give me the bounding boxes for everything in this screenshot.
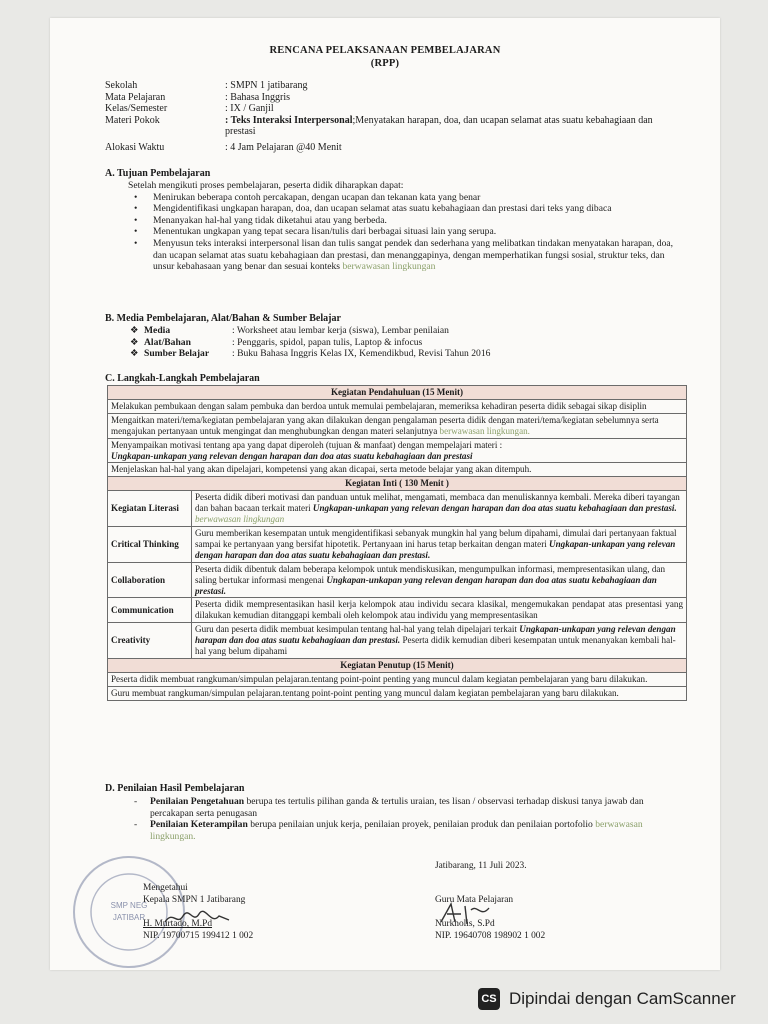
list-item: - Penilaian Pengetahuan berupa tes tertulis pilihan ganda & tertulis uraian, tes lisan / observasi terhadap diskusi tanya jawab dan percakapan serta penugasan bbox=[134, 796, 644, 819]
list-item: • Menyusun teks interaksi interpersonal lisan dan tulis sangat pendek dan sederhana yang melibatkan tindakan menyatakan harapan, doa, dan ucapan selamat atas suatu kebahagiaan dan prestasi, dan menanggapinya, dengan memperhatikan fungsi sosial, struktur teks, dan unsur kebahasaan yang benar dan sesuai konteks berwawasan lingkungan bbox=[128, 238, 688, 273]
list-item: • Mengidentifikasi ungkapan harapan, doa, dan ucapan selamat atas suatu kebahagiaan dan prestasi dari teks yang dibaca bbox=[128, 203, 688, 215]
doc-title: RENCANA PELAKSANAAN PEMBELAJARAN bbox=[269, 45, 501, 56]
section-d-title: D. Penilaian Hasil Pembelajaran bbox=[105, 783, 245, 794]
section-a-body: Setelah mengikuti proses pembelajaran, peserta didik diharapkan dapat: • Menirukan beberapa contoh percakapan, dengan ucapan dan tekanan kata yang benar • Mengidentifikasi ungkapan harapan, doa, dan ucapan selamat atas suatu kebahagiaan dan prestasi dari teks yang dibaca • Menanyakan hal-hal yang tidak diketahui atau yang berbeda. • Menentukan ungkapan yang tepat secara lisan/tulis dari berbagai situasi lain yang serupa. • Menyusun teks interaksi interpersonal lisan dan tulis sangat pendek dan sederhana yang melibatkan tindakan menyatakan harapan, doa, dan ucapan selamat atas suatu kebahagiaan dan prestasi, dan menanggapinya, dengan memperhatikan fungsi sosial, struktur teks, dan unsur kebahasaan yang benar dan sesuai konteks berwawasan lingkungan bbox=[128, 180, 688, 273]
media-list bbox=[130, 325, 670, 360]
table-row: Mengaitkan materi/tema/kegiatan pembelajaran yang akan dilakukan dengan pengalaman peserta didik dengan materi/tema/kegiatan sebelumnya serta mengajukan pertanyaan untuk mengingat dan menghubungkan dengan materi selanjutnya berwawasan lingkungan. bbox=[108, 413, 687, 438]
info-row: Sekolah : SMPN 1 jatibarang bbox=[105, 80, 308, 91]
camscanner-text: Dipindai dengan CamScanner bbox=[509, 989, 736, 1008]
table-row: Guru membuat rangkuman/simpulan pelajaran.tentang point-point penting yang muncul dalam kegiatan pembelajaran yang baru dilakukan. bbox=[108, 686, 687, 700]
list-item: • Menirukan beberapa contoh percakapan, dengan ucapan dan tekanan kata yang benar bbox=[128, 192, 688, 204]
list-item: • Menanyakan hal-hal yang tidak diketahui atau yang berbeda. bbox=[128, 215, 688, 227]
table-header: Kegiatan Pendahuluan (15 Menit) bbox=[108, 386, 687, 400]
camscanner-watermark bbox=[478, 984, 736, 1014]
table-row: Menjelaskan hal-hal yang akan dipelajari, kompetensi yang akan dicapai, serta metode belajar yang akan ditempuh. bbox=[108, 463, 687, 477]
place-date: Jatibarang, 11 Juli 2023. bbox=[435, 861, 527, 871]
svg-text:SMP NEG: SMP NEG bbox=[110, 901, 148, 910]
teacher-signature-icon bbox=[437, 902, 497, 926]
section-a-title: A. Tujuan Pembelajaran bbox=[105, 168, 211, 179]
diamond-bullet-icon: ❖ bbox=[130, 325, 139, 336]
objective-list bbox=[128, 192, 688, 273]
section-c-title: C. Langkah-Langkah Pembelajaran bbox=[105, 373, 260, 384]
section-b-title: B. Media Pembelajaran, Alat/Bahan & Sumber Belajar bbox=[105, 313, 341, 324]
table-header: Kegiatan Penutup (15 Menit) bbox=[108, 658, 687, 672]
media-row: ❖ Sumber Belajar : Buku Bahasa Inggris Kelas IX, Kemendikbud, Revisi Tahun 2016 bbox=[130, 348, 491, 360]
doc-subtitle: (RPP) bbox=[370, 58, 400, 69]
info-row: Materi Pokok : Teks Interaksi Interpersonal;Menyatakan harapan, doa, dan ucapan selamat atas suatu kebahagiaan dan prestasi bbox=[105, 114, 653, 137]
list-item: • Menentukan ungkapan yang tepat secara lisan/tulis dari berbagai situasi lain yang serupa. bbox=[128, 226, 688, 238]
info-row: Alokasi Waktu : 4 Jam Pelajaran @40 Menit bbox=[105, 141, 342, 153]
identity-block bbox=[105, 80, 655, 153]
principal-signature-block: Mengetahui Kepala SMPN 1 Jatibarang H. Murtado, M.Pd NIP. 19700715 199412 1 002 bbox=[143, 883, 254, 941]
principal-signature-icon bbox=[163, 908, 233, 928]
table-row: Communication Peserta didik mempresentasikan hasil kerja kelompok atau individu secara klasikal, mengemukakan pendapat atas presentasi yang dilakukan kemudian ditanggapi kembali oleh kelompok atau individu yang mempresentasikan bbox=[108, 598, 687, 623]
table-header: Kegiatan Inti ( 130 Menit ) bbox=[108, 477, 687, 491]
table-row: Peserta didik membuat rangkuman/simpulan pelajaran.tentang point-point penting yang muncul dalam kegiatan pembelajaran yang baru dilakukan. bbox=[108, 672, 687, 686]
info-row: Mata Pelajaran : Bahasa Inggris bbox=[105, 91, 290, 103]
list-item: - Penilaian Keterampilan berupa penilaian unjuk kerja, penilaian proyek, penilaian produk dan penilaian portofolio berwawasan lingkungan. bbox=[134, 819, 643, 842]
table-row: Critical Thinking Guru memberikan kesempatan untuk mengidentifikasi sebanyak mungkin hal yang belum dipahami, dimulai dari pertanyaan faktual sampai ke pertanyaan yang bersifat hipotetik. Pertanyaan ini harus tetap berkaitan dengan materi Ungkapan-unkapan yang relevan dengan harapan dan doa atas suatu kebahagiaan dan prestasi. bbox=[108, 526, 687, 562]
table-row: Kegiatan Literasi Peserta didik diberi motivasi dan panduan untuk melihat, mengamati, membaca dan menuliskannya kembali. Mereka diberi tayangan dan bahan bacaan terkait materi Ungkapan-unkapan yang relevan dengan harapan dan doa atas suatu kebahagiaan dan prestasi. berwawasan lingkungan bbox=[108, 491, 687, 527]
learning-steps-table bbox=[107, 385, 687, 701]
teacher-signature-block: Guru Mata Pelajaran Nurkholis, S.Pd NIP. 19640708 198902 1 002 bbox=[435, 895, 546, 941]
assessment-list bbox=[128, 796, 683, 842]
diamond-bullet-icon: ❖ bbox=[130, 348, 139, 360]
media-row: ❖ Alat/Bahan : Penggaris, spidol, papan tulis, Laptop & infocus bbox=[130, 336, 423, 348]
document-page bbox=[50, 18, 720, 970]
table-row: Menyampaikan motivasi tentang apa yang dapat diperoleh (tujuan & manfaat) dengan mempelajari materi : Ungkapan-unkapan yang relevan dengan harapan dan doa atas suatu kebahagiaan dan prestasi bbox=[108, 438, 687, 463]
media-row: ❖ Media : Worksheet atau lembar kerja (siswa), Lembar penilaian bbox=[130, 325, 449, 336]
table-row: Creativity Guru dan peserta didik membuat kesimpulan tentang hal-hal yang telah dipelajari terkait Ungkapan-unkapan yang relevan dengan harapan dan doa atas suatu kebahagiaan dan prestasi. Peserta didik kemudian diberi kesempatan untuk menanyakan kembali hal-hal yang belum dipahami bbox=[108, 623, 687, 659]
table-row: Collaboration Peserta didik dibentuk dalam beberapa kelompok untuk mendiskusikan, mengumpulkan informasi, mempresentasikan ulang, dan saling bertukar informasi mengenai Ungkapan-unkapan yang relevan dengan harapan dan doa atas suatu kebahagiaan dan prestasi. bbox=[108, 562, 687, 598]
camscanner-icon: CS bbox=[478, 988, 500, 1010]
svg-text:JATIBAR: JATIBAR bbox=[112, 913, 146, 922]
diamond-bullet-icon: ❖ bbox=[130, 336, 139, 348]
table-row: Melakukan pembukaan dengan salam pembuka dan berdoa untuk memulai pembelajaran, memeriksa kehadiran peserta didik sebagai sikap disiplin bbox=[108, 399, 687, 413]
info-row: Kelas/Semester : IX / Ganjil bbox=[105, 103, 274, 114]
